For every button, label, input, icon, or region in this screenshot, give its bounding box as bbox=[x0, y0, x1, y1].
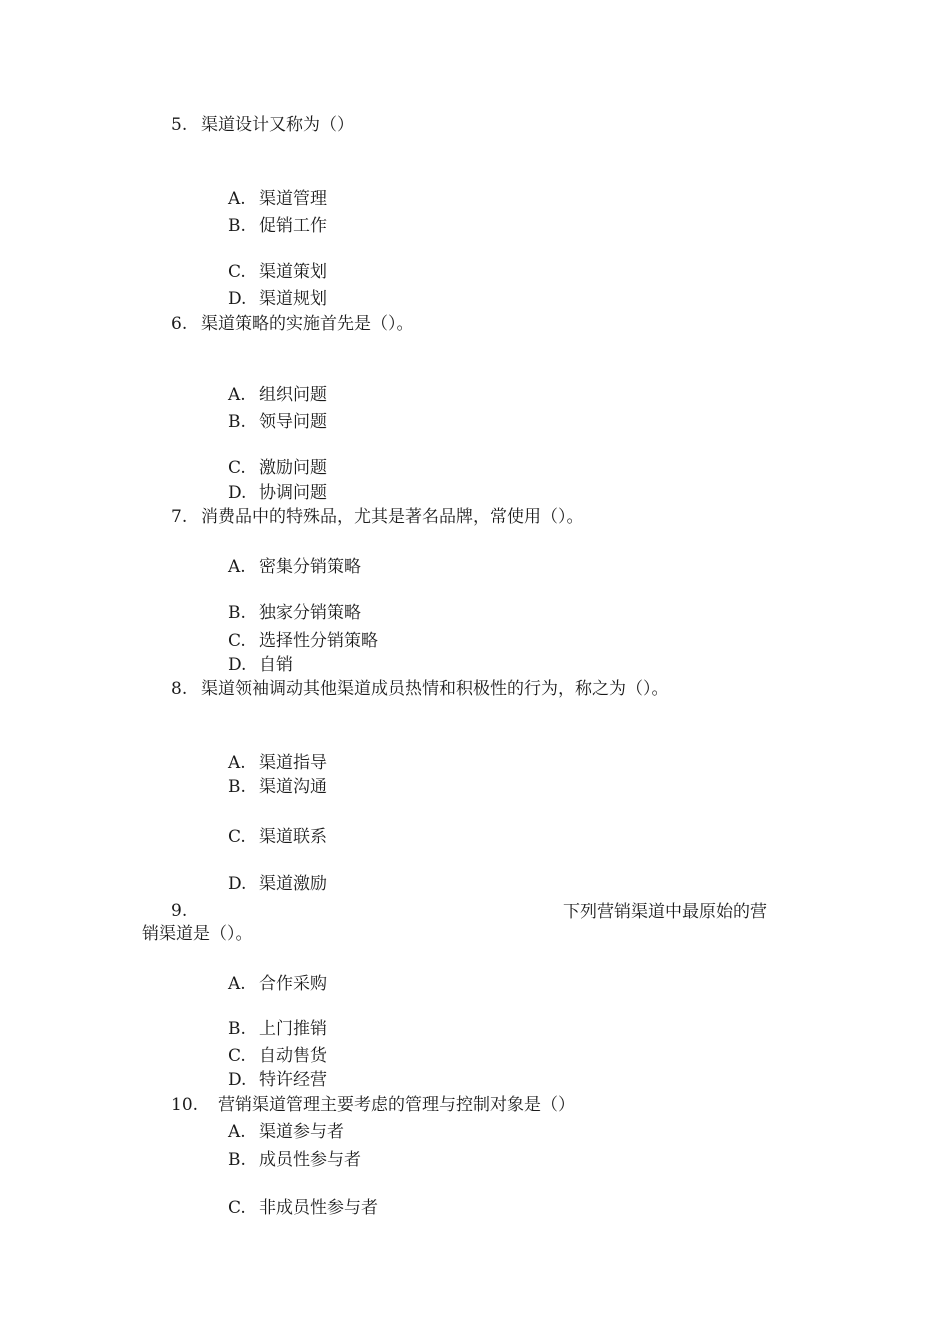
option-text: 渠道指导 bbox=[259, 753, 327, 773]
option-letter: C. bbox=[228, 631, 246, 651]
option-text: 促销工作 bbox=[259, 216, 327, 236]
option-letter: C. bbox=[228, 458, 246, 478]
option-text: 组织问题 bbox=[259, 385, 327, 405]
question-number: 8. bbox=[171, 679, 188, 699]
option-text: 领导问题 bbox=[259, 412, 327, 432]
option-5-a[interactable] bbox=[228, 191, 327, 208]
option-text: 激励问题 bbox=[259, 458, 327, 478]
option-letter: D. bbox=[228, 289, 247, 309]
option-text: 自动售货 bbox=[259, 1046, 327, 1066]
option-6-b[interactable] bbox=[228, 414, 327, 431]
option-letter: B. bbox=[228, 412, 246, 432]
option-text: 合作采购 bbox=[259, 974, 327, 994]
question-8 bbox=[171, 681, 669, 698]
option-text: 渠道策划 bbox=[259, 262, 327, 282]
option-text: 独家分销策略 bbox=[259, 603, 361, 623]
option-letter: A. bbox=[228, 557, 246, 577]
option-text: 自销 bbox=[259, 655, 293, 675]
option-letter: C. bbox=[228, 262, 246, 282]
option-letter: B. bbox=[228, 603, 246, 623]
option-letter: A. bbox=[228, 974, 246, 994]
question-text: 营销渠道管理主要考虑的管理与控制对象是（） bbox=[218, 1095, 575, 1115]
question-9-text-part1: 下列营销渠道中最原始的营 bbox=[563, 902, 767, 922]
question-number: 6. bbox=[171, 314, 188, 334]
option-text: 渠道激励 bbox=[259, 874, 327, 894]
option-letter: D. bbox=[228, 655, 247, 675]
option-text: 密集分销策略 bbox=[259, 557, 361, 577]
option-letter: C. bbox=[228, 1198, 246, 1218]
option-8-c[interactable] bbox=[228, 829, 327, 846]
option-text: 协调问题 bbox=[259, 483, 327, 503]
question-6 bbox=[171, 316, 414, 333]
option-5-d[interactable] bbox=[228, 291, 327, 308]
question-number: 5. bbox=[171, 115, 188, 135]
question-number: 10. bbox=[171, 1095, 199, 1115]
option-letter: B. bbox=[228, 777, 246, 797]
option-8-a[interactable] bbox=[228, 755, 327, 772]
option-letter: B. bbox=[228, 1019, 246, 1039]
option-9-b[interactable] bbox=[228, 1021, 327, 1038]
option-6-d[interactable] bbox=[228, 485, 327, 502]
option-text: 渠道联系 bbox=[259, 827, 327, 847]
option-9-c[interactable] bbox=[228, 1048, 327, 1065]
option-8-d[interactable] bbox=[228, 876, 327, 893]
option-text: 非成员性参与者 bbox=[259, 1198, 378, 1218]
question-number: 7. bbox=[171, 507, 188, 527]
option-text: 渠道沟通 bbox=[259, 777, 327, 797]
question-9-text-part2: 销渠道是（）。 bbox=[142, 924, 253, 944]
option-text: 成员性参与者 bbox=[259, 1150, 361, 1170]
option-letter: A. bbox=[228, 753, 246, 773]
option-letter: A. bbox=[228, 189, 246, 209]
question-text: 渠道设计又称为（） bbox=[201, 115, 354, 135]
option-letter: D. bbox=[228, 1070, 247, 1090]
option-10-a[interactable] bbox=[228, 1124, 344, 1141]
question-text: 渠道领袖调动其他渠道成员热情和积极性的行为，称之为（）。 bbox=[201, 679, 669, 699]
option-6-a[interactable] bbox=[228, 387, 327, 404]
option-7-d[interactable] bbox=[228, 657, 293, 674]
option-7-a[interactable] bbox=[228, 559, 361, 576]
option-letter: A. bbox=[228, 1122, 246, 1142]
option-8-b[interactable] bbox=[228, 779, 327, 796]
question-text: 渠道策略的实施首先是（）。 bbox=[201, 314, 414, 334]
option-letter: C. bbox=[228, 827, 246, 847]
option-text: 渠道参与者 bbox=[259, 1122, 344, 1142]
option-letter: C. bbox=[228, 1046, 246, 1066]
option-letter: B. bbox=[228, 1150, 246, 1170]
option-letter: A. bbox=[228, 385, 246, 405]
question-text: 消费品中的特殊品，尤其是著名品牌，常使用（）。 bbox=[201, 507, 584, 527]
option-text: 选择性分销策略 bbox=[259, 631, 378, 651]
option-10-b[interactable] bbox=[228, 1152, 361, 1169]
option-7-b[interactable] bbox=[228, 605, 361, 622]
option-letter: D. bbox=[228, 483, 247, 503]
option-6-c[interactable] bbox=[228, 460, 327, 477]
question-9-number: 9. bbox=[171, 901, 188, 921]
option-text: 渠道管理 bbox=[259, 189, 327, 209]
option-9-a[interactable] bbox=[228, 976, 327, 993]
question-5 bbox=[171, 117, 354, 134]
option-7-c[interactable] bbox=[228, 633, 378, 650]
question-7 bbox=[171, 509, 584, 526]
option-text: 特许经营 bbox=[259, 1070, 327, 1090]
option-letter: B. bbox=[228, 216, 246, 236]
option-5-c[interactable] bbox=[228, 264, 327, 281]
option-5-b[interactable] bbox=[228, 218, 327, 235]
option-9-d[interactable] bbox=[228, 1072, 327, 1089]
option-10-c[interactable] bbox=[228, 1200, 378, 1217]
option-text: 上门推销 bbox=[259, 1019, 327, 1039]
option-letter: D. bbox=[228, 874, 247, 894]
question-10 bbox=[171, 1097, 575, 1114]
option-text: 渠道规划 bbox=[259, 289, 327, 309]
